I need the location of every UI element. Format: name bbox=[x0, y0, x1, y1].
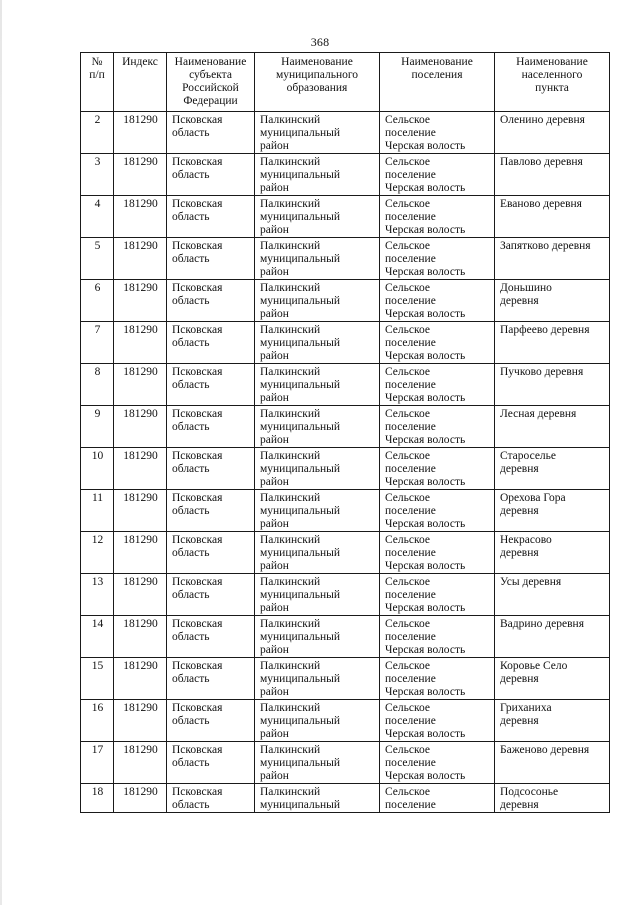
cell-municipality-text: Палкинский муниципальный район bbox=[260, 450, 341, 488]
cell-index-text: 181290 bbox=[123, 744, 158, 756]
cell-municipality bbox=[255, 532, 380, 574]
cell-subject bbox=[167, 154, 255, 196]
cell-locality bbox=[495, 154, 610, 196]
cell-num-text: 8 bbox=[94, 366, 101, 378]
cell-municipality bbox=[255, 700, 380, 742]
cell-num bbox=[81, 616, 114, 658]
cell-settlement-text: Сельское поселение Черская волость bbox=[385, 240, 466, 278]
cell-index bbox=[114, 448, 167, 490]
table-row bbox=[81, 322, 610, 364]
cell-subject-text: Псковская область bbox=[172, 450, 223, 475]
cell-locality-text: Некрасово деревня bbox=[500, 534, 552, 559]
header-settlement-label: Наименование поселения bbox=[401, 56, 473, 81]
cell-subject bbox=[167, 196, 255, 238]
cell-municipality-text: Палкинский муниципальный район bbox=[260, 576, 341, 614]
cell-num-text: 5 bbox=[94, 240, 101, 252]
cell-municipality bbox=[255, 154, 380, 196]
cell-settlement bbox=[380, 406, 495, 448]
cell-municipality bbox=[255, 784, 380, 813]
cell-municipality-text: Палкинский муниципальный район bbox=[260, 492, 341, 530]
header-subject-label: Наименование субъекта Российской Федерации bbox=[174, 56, 247, 107]
cell-locality bbox=[495, 112, 610, 154]
cell-locality bbox=[495, 574, 610, 616]
cell-locality-text: Вадрино деревня bbox=[500, 618, 584, 630]
cell-index bbox=[114, 658, 167, 700]
cell-subject bbox=[167, 238, 255, 280]
table-header bbox=[81, 53, 610, 112]
cell-index-text: 181290 bbox=[123, 156, 158, 168]
cell-municipality-text: Палкинский муниципальный bbox=[260, 786, 341, 811]
cell-index-text: 181290 bbox=[123, 492, 158, 504]
cell-subject-text: Псковская область bbox=[172, 114, 223, 139]
cell-locality-text: Оленино деревня bbox=[500, 114, 585, 126]
cell-num bbox=[81, 448, 114, 490]
cell-subject bbox=[167, 406, 255, 448]
cell-index-text: 181290 bbox=[123, 576, 158, 588]
cell-locality-text: Подсосонье деревня bbox=[500, 786, 559, 811]
cell-index-text: 181290 bbox=[123, 198, 158, 210]
table-row bbox=[81, 532, 610, 574]
table-body bbox=[81, 112, 610, 813]
cell-settlement-text: Сельское поселение Черская волость bbox=[385, 576, 466, 614]
cell-index-text: 181290 bbox=[123, 702, 158, 714]
cell-municipality bbox=[255, 574, 380, 616]
cell-settlement-text: Сельское поселение Черская волость bbox=[385, 156, 466, 194]
cell-num bbox=[81, 742, 114, 784]
cell-subject bbox=[167, 658, 255, 700]
cell-subject-text: Псковская область bbox=[172, 492, 223, 517]
cell-num bbox=[81, 490, 114, 532]
cell-subject bbox=[167, 322, 255, 364]
table-row bbox=[81, 490, 610, 532]
cell-num bbox=[81, 700, 114, 742]
cell-municipality bbox=[255, 658, 380, 700]
cell-num-text: 9 bbox=[94, 408, 101, 420]
table-row bbox=[81, 406, 610, 448]
cell-settlement bbox=[380, 574, 495, 616]
cell-municipality-text: Палкинский муниципальный район bbox=[260, 240, 341, 278]
cell-num-text: 17 bbox=[91, 744, 104, 756]
cell-settlement-text: Сельское поселение Черская волость bbox=[385, 198, 466, 236]
cell-num-text: 14 bbox=[91, 618, 104, 630]
cell-municipality-text: Палкинский муниципальный район bbox=[260, 366, 341, 404]
cell-settlement bbox=[380, 280, 495, 322]
header-index-label: Индекс bbox=[122, 56, 158, 68]
header-subject bbox=[167, 53, 255, 112]
cell-num bbox=[81, 196, 114, 238]
cell-locality bbox=[495, 490, 610, 532]
cell-locality bbox=[495, 448, 610, 490]
cell-locality-text: Парфеево деревня bbox=[500, 324, 590, 336]
cell-subject bbox=[167, 280, 255, 322]
cell-subject bbox=[167, 532, 255, 574]
cell-municipality-text: Палкинский муниципальный район bbox=[260, 114, 341, 152]
cell-settlement-text: Сельское поселение bbox=[385, 786, 436, 811]
cell-index bbox=[114, 616, 167, 658]
cell-municipality-text: Палкинский муниципальный район bbox=[260, 156, 341, 194]
cell-index bbox=[114, 154, 167, 196]
cell-subject-text: Псковская область bbox=[172, 324, 223, 349]
page-edge bbox=[0, 0, 2, 905]
header-locality bbox=[495, 53, 610, 112]
cell-subject-text: Псковская область bbox=[172, 408, 223, 433]
cell-locality-text: Орехова Гора деревня bbox=[500, 492, 566, 517]
cell-num bbox=[81, 280, 114, 322]
cell-settlement-text: Сельское поселение Черская волость bbox=[385, 618, 466, 656]
cell-settlement-text: Сельское поселение Черская волость bbox=[385, 492, 466, 530]
cell-municipality-text: Палкинский муниципальный район bbox=[260, 324, 341, 362]
cell-subject bbox=[167, 448, 255, 490]
cell-locality-text: Павлово деревня bbox=[500, 156, 583, 168]
cell-settlement bbox=[380, 490, 495, 532]
cell-subject-text: Псковская область bbox=[172, 744, 223, 769]
cell-index-text: 181290 bbox=[123, 408, 158, 420]
cell-settlement bbox=[380, 742, 495, 784]
table-row bbox=[81, 616, 610, 658]
cell-locality-text: Староселье деревня bbox=[500, 450, 557, 475]
cell-municipality bbox=[255, 742, 380, 784]
cell-index-text: 181290 bbox=[123, 366, 158, 378]
cell-num-text: 11 bbox=[91, 492, 104, 504]
cell-subject-text: Псковская область bbox=[172, 786, 223, 811]
cell-locality-text: Коровье Село деревня bbox=[500, 660, 568, 685]
cell-index bbox=[114, 322, 167, 364]
cell-subject bbox=[167, 700, 255, 742]
cell-municipality bbox=[255, 616, 380, 658]
cell-locality bbox=[495, 784, 610, 813]
cell-index bbox=[114, 532, 167, 574]
cell-locality bbox=[495, 406, 610, 448]
table-row bbox=[81, 574, 610, 616]
cell-settlement bbox=[380, 784, 495, 813]
cell-municipality bbox=[255, 280, 380, 322]
cell-index bbox=[114, 490, 167, 532]
cell-settlement bbox=[380, 532, 495, 574]
cell-num bbox=[81, 574, 114, 616]
cell-settlement bbox=[380, 364, 495, 406]
cell-municipality bbox=[255, 322, 380, 364]
cell-index-text: 181290 bbox=[123, 660, 158, 672]
cell-settlement bbox=[380, 238, 495, 280]
table-row bbox=[81, 112, 610, 154]
cell-settlement bbox=[380, 658, 495, 700]
table-row bbox=[81, 448, 610, 490]
cell-subject bbox=[167, 574, 255, 616]
cell-num-text: 3 bbox=[94, 156, 101, 168]
cell-settlement-text: Сельское поселение Черская волость bbox=[385, 744, 466, 782]
cell-settlement-text: Сельское поселение Черская волость bbox=[385, 324, 466, 362]
cell-subject-text: Псковская область bbox=[172, 534, 223, 559]
cell-settlement bbox=[380, 112, 495, 154]
cell-municipality-text: Палкинский муниципальный район bbox=[260, 618, 341, 656]
cell-num-text: 16 bbox=[91, 702, 104, 714]
cell-num bbox=[81, 364, 114, 406]
cell-locality bbox=[495, 196, 610, 238]
cell-index bbox=[114, 574, 167, 616]
cell-num-text: 10 bbox=[91, 450, 104, 462]
table-row bbox=[81, 700, 610, 742]
cell-settlement-text: Сельское поселение Черская волость bbox=[385, 450, 466, 488]
cell-index-text: 181290 bbox=[123, 282, 158, 294]
table-row bbox=[81, 196, 610, 238]
table-row bbox=[81, 154, 610, 196]
cell-locality-text: Лесная деревня bbox=[500, 408, 577, 420]
cell-index bbox=[114, 112, 167, 154]
cell-settlement bbox=[380, 448, 495, 490]
cell-municipality-text: Палкинский муниципальный район bbox=[260, 198, 341, 236]
cell-num bbox=[81, 322, 114, 364]
cell-municipality-text: Палкинский муниципальный район bbox=[260, 744, 341, 782]
cell-index-text: 181290 bbox=[123, 114, 158, 126]
cell-index bbox=[114, 364, 167, 406]
cell-index-text: 181290 bbox=[123, 324, 158, 336]
table-row bbox=[81, 784, 610, 813]
cell-settlement bbox=[380, 154, 495, 196]
header-municipality-label: Наименование муниципального образования bbox=[275, 56, 359, 94]
cell-settlement bbox=[380, 322, 495, 364]
cell-num bbox=[81, 532, 114, 574]
cell-settlement bbox=[380, 196, 495, 238]
cell-subject-text: Псковская область bbox=[172, 366, 223, 391]
cell-subject bbox=[167, 364, 255, 406]
cell-municipality-text: Палкинский муниципальный район bbox=[260, 660, 341, 698]
cell-locality-text: Пучково деревня bbox=[500, 366, 584, 378]
cell-locality bbox=[495, 238, 610, 280]
cell-locality bbox=[495, 322, 610, 364]
cell-subject-text: Псковская область bbox=[172, 282, 223, 307]
cell-index bbox=[114, 700, 167, 742]
cell-num-text: 6 bbox=[94, 282, 101, 294]
cell-settlement-text: Сельское поселение Черская волость bbox=[385, 702, 466, 740]
header-row bbox=[81, 53, 610, 112]
cell-subject bbox=[167, 490, 255, 532]
cell-municipality bbox=[255, 196, 380, 238]
cell-settlement-text: Сельское поселение Черская волость bbox=[385, 282, 466, 320]
cell-num bbox=[81, 658, 114, 700]
cell-subject bbox=[167, 616, 255, 658]
cell-locality-text: Баженово деревня bbox=[500, 744, 590, 756]
cell-subject-text: Псковская область bbox=[172, 198, 223, 223]
table-row bbox=[81, 280, 610, 322]
cell-municipality bbox=[255, 112, 380, 154]
localities-table bbox=[80, 52, 610, 813]
header-num-label: № п/п bbox=[89, 56, 105, 81]
cell-settlement-text: Сельское поселение Черская волость bbox=[385, 366, 466, 404]
cell-subject bbox=[167, 784, 255, 813]
cell-num bbox=[81, 154, 114, 196]
header-settlement bbox=[380, 53, 495, 112]
header-index bbox=[114, 53, 167, 112]
cell-index bbox=[114, 196, 167, 238]
cell-municipality-text: Палкинский муниципальный район bbox=[260, 534, 341, 572]
page-number: 368 bbox=[310, 35, 330, 49]
cell-index bbox=[114, 742, 167, 784]
cell-settlement bbox=[380, 616, 495, 658]
cell-municipality bbox=[255, 238, 380, 280]
header-municipality bbox=[255, 53, 380, 112]
cell-index-text: 181290 bbox=[123, 786, 158, 798]
cell-subject bbox=[167, 112, 255, 154]
cell-municipality bbox=[255, 406, 380, 448]
cell-locality bbox=[495, 364, 610, 406]
cell-locality bbox=[495, 700, 610, 742]
header-num bbox=[81, 53, 114, 112]
table-row bbox=[81, 364, 610, 406]
cell-num-text: 12 bbox=[91, 534, 104, 546]
cell-municipality-text: Палкинский муниципальный район bbox=[260, 282, 341, 320]
cell-settlement-text: Сельское поселение Черская волость bbox=[385, 660, 466, 698]
cell-index-text: 181290 bbox=[123, 240, 158, 252]
cell-settlement-text: Сельское поселение Черская волость bbox=[385, 408, 466, 446]
cell-index bbox=[114, 406, 167, 448]
header-locality-label: Наименование населенного пункта bbox=[516, 56, 588, 94]
cell-municipality bbox=[255, 490, 380, 532]
cell-locality bbox=[495, 532, 610, 574]
cell-num bbox=[81, 406, 114, 448]
cell-index-text: 181290 bbox=[123, 450, 158, 462]
cell-locality-text: Доньшино деревня bbox=[500, 282, 552, 307]
cell-index-text: 181290 bbox=[123, 618, 158, 630]
cell-index-text: 181290 bbox=[123, 534, 158, 546]
cell-locality bbox=[495, 742, 610, 784]
cell-municipality bbox=[255, 448, 380, 490]
cell-subject-text: Псковская область bbox=[172, 660, 223, 685]
cell-subject bbox=[167, 742, 255, 784]
cell-num bbox=[81, 112, 114, 154]
cell-locality bbox=[495, 616, 610, 658]
cell-num-text: 2 bbox=[94, 114, 101, 126]
cell-num-text: 7 bbox=[94, 324, 101, 336]
table-row bbox=[81, 742, 610, 784]
cell-num-text: 4 bbox=[94, 198, 101, 210]
cell-num-text: 18 bbox=[91, 786, 104, 798]
cell-index bbox=[114, 238, 167, 280]
cell-municipality-text: Палкинский муниципальный район bbox=[260, 702, 341, 740]
cell-index bbox=[114, 280, 167, 322]
cell-num bbox=[81, 784, 114, 813]
cell-subject-text: Псковская область bbox=[172, 618, 223, 643]
cell-locality bbox=[495, 658, 610, 700]
cell-num-text: 15 bbox=[91, 660, 104, 672]
cell-locality-text: Гриханиха деревня bbox=[500, 702, 552, 727]
cell-settlement bbox=[380, 700, 495, 742]
cell-num bbox=[81, 238, 114, 280]
cell-locality-text: Запятково деревня bbox=[500, 240, 591, 252]
cell-subject-text: Псковская область bbox=[172, 156, 223, 181]
table-row bbox=[81, 238, 610, 280]
cell-subject-text: Псковская область bbox=[172, 576, 223, 601]
cell-locality-text: Усы деревня bbox=[500, 576, 562, 588]
cell-settlement-text: Сельское поселение Черская волость bbox=[385, 534, 466, 572]
table-row bbox=[81, 658, 610, 700]
cell-settlement-text: Сельское поселение Черская волость bbox=[385, 114, 466, 152]
cell-locality-text: Еваново деревня bbox=[500, 198, 582, 210]
cell-locality bbox=[495, 280, 610, 322]
cell-subject-text: Псковская область bbox=[172, 240, 223, 265]
cell-subject-text: Псковская область bbox=[172, 702, 223, 727]
cell-num-text: 13 bbox=[91, 576, 104, 588]
cell-index bbox=[114, 784, 167, 813]
cell-municipality-text: Палкинский муниципальный район bbox=[260, 408, 341, 446]
cell-municipality bbox=[255, 364, 380, 406]
